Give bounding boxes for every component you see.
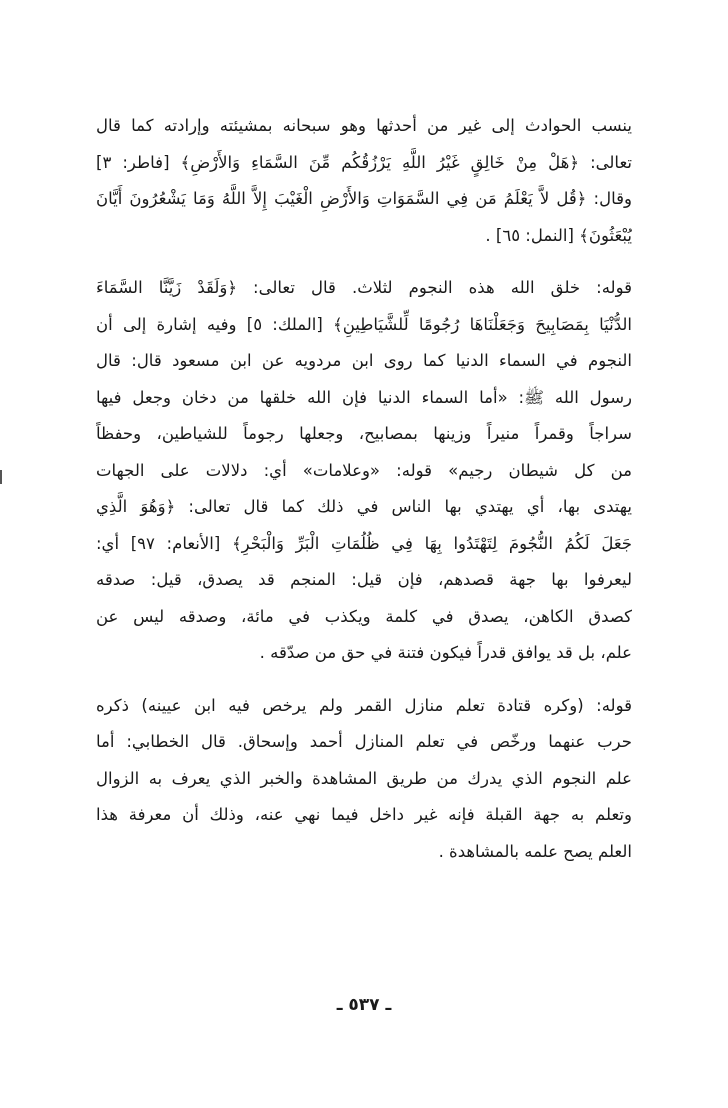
text-line: من كل شيطان رجيم» قوله: «وعلامات» أي: دلالات على الجهات	[96, 460, 632, 480]
text-line: حرب عنهما ورخّص في تعلم المنازل أحمد وإسحاق. قال الخطابي: أما	[96, 732, 632, 751]
text-line: يهتدى بها، أي يهتدي بها الناس في ذلك كما قال تعالى: ﴿وَهُوَ الَّذِي	[96, 497, 632, 516]
text-line: ليعرفوا بها جهة قصدهم، فإن قيل: المنجم قد يصدق، قيل: صدقه	[96, 570, 632, 589]
text-line: سراجاً وقمراً منيراً وزينها بمصابيح، وجعلها رجوماً للشياطين، وحفظاً	[96, 424, 632, 443]
text-line: جَعَلَ لَكُمُ النُّجُومَ لِتَهْتَدُوا بِهَا فِي ظُلُمَاتِ الْبَرِّ وَالْبَحْرِ﴾ [الأنعام: ٩٧] أي:	[96, 533, 632, 553]
text-line: العلم يصح علمه بالمشاهدة .	[438, 841, 632, 861]
paragraph-1	[96, 108, 632, 254]
scan-edge-mark	[0, 470, 2, 484]
text-line: علم، بل قد يوافق قدراً فيكون فتنة في حق من صدّقه .	[259, 643, 632, 662]
text-line: كصدق الكاهن، يصدق في كلمة ويكذب في مائة، وصدقه ليس عن	[96, 606, 632, 626]
page-body	[96, 108, 632, 886]
text-line: قوله: خلق الله هذه النجوم لثلاث. قال تعالى: ﴿وَلَقَدْ زَيَّنَّا السَّمَاءَ	[96, 278, 632, 297]
paragraph-2	[96, 270, 632, 672]
text-line: علم النجوم الذي يدرك من طريق المشاهدة والخبر الذي يعرف به الزوال	[96, 768, 632, 788]
text-line: وقال: ﴿قُل لاَّ يَعْلَمُ مَن فِي السَّمَوَاتِ وَالأَرْضِ الْغَيْبَ إِلاَّ اللَّهُ وَمَا يَشْعُرُونَ أَيَّانَ	[96, 189, 632, 208]
text-line: يُبْعَثُونَ﴾ [النمل: ٦٥] .	[485, 225, 632, 245]
text-line: النجوم في السماء الدنيا كما روى ابن مردويه عن ابن مسعود قال: قال	[96, 351, 632, 370]
page-number: ـ ٥٣٧ ـ	[336, 995, 392, 1015]
text-line: الدُّنْيَا بِمَصَابِيحَ وَجَعَلْنَاهَا رُجُومًا لِّلشَّيَاطِينِ﴾ [الملك: ٥] وفيه إشارة إلى أن	[96, 314, 632, 334]
text-line: ينسب الحوادث إلى غير من أحدثها وهو سبحانه بمشيئته وإرادته كما قال	[96, 116, 632, 135]
text-line: وتعلم به جهة القبلة فإنه غير داخل فيما نهي عنه، وذلك أن معرفة هذا	[96, 805, 632, 824]
text-line: قوله: (وكره قتادة تعلم منازل القمر ولم يرخص فيه ابن عيينه) ذكره	[96, 695, 632, 715]
text-line: تعالى: ﴿هَلْ مِنْ خَالِقٍ غَيْرُ اللَّهِ يَرْزُقُكُم مِّنَ السَّمَاءِ وَالأَرْضِ﴾ [فاطر: ٣]	[96, 152, 632, 172]
text-line: رسول الله ﷺ: «أما السماء الدنيا فإن الله خلقها من دخان وجعل فيها	[96, 387, 632, 407]
paragraph-3	[96, 688, 632, 871]
